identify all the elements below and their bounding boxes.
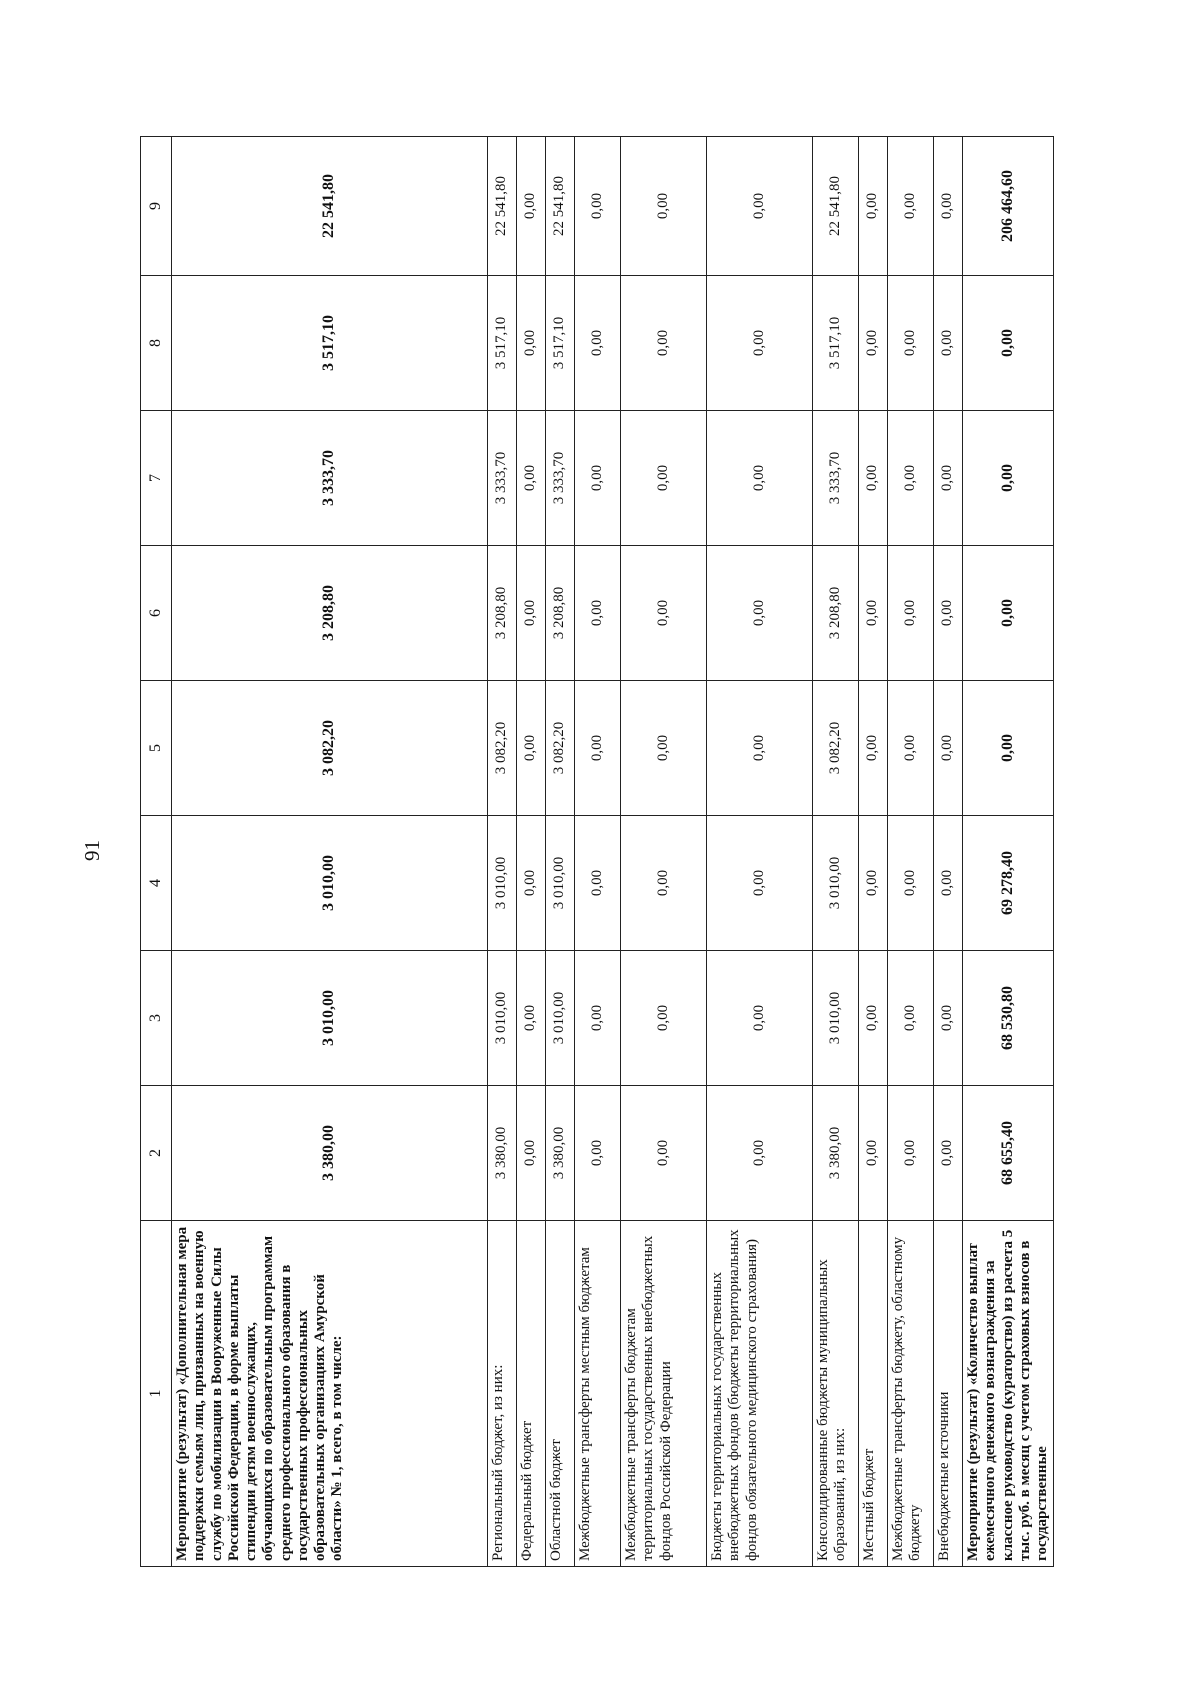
- table-cell: 0,00: [888, 951, 934, 1086]
- table-cell: 3 010,00: [546, 951, 575, 1086]
- table-cell: 0,00: [859, 411, 888, 546]
- row-label: Межбюджетные трансферты бюджетам территориальных государственных внебюджетных фондов Российской Федерации: [621, 1221, 707, 1567]
- table-cell: 0,00: [517, 276, 546, 411]
- table-cell: 0,00: [888, 546, 934, 681]
- table-cell: 68 530,80: [963, 951, 1054, 1086]
- table-cell: 3 010,00: [813, 816, 859, 951]
- row-label: Бюджеты территориальных государственных внебюджетных фондов (бюджеты территориальных фондов обязательного медицинского страхования): [707, 1221, 813, 1567]
- table-cell: 0,00: [575, 816, 621, 951]
- table-cell: 0,00: [934, 411, 963, 546]
- table-cell: 0,00: [963, 681, 1054, 816]
- table-cell: 0,00: [517, 951, 546, 1086]
- table-row: [813, 137, 859, 1567]
- row-label: Областной бюджет: [546, 1221, 575, 1567]
- table-cell: 0,00: [517, 411, 546, 546]
- table-cell: 0,00: [575, 951, 621, 1086]
- table-cell: 0,00: [859, 1086, 888, 1221]
- table-cell: 3 010,00: [488, 816, 517, 951]
- table-cell: 0,00: [575, 1086, 621, 1221]
- page-number: 91: [80, 840, 104, 861]
- table-row: [546, 137, 575, 1567]
- table-cell: 3 082,20: [546, 681, 575, 816]
- table-cell: 0,00: [888, 276, 934, 411]
- table-cell: 0,00: [859, 816, 888, 951]
- table-cell: 3 082,20: [172, 681, 488, 816]
- row-label: Местный бюджет: [859, 1221, 888, 1567]
- table-cell: 0,00: [934, 276, 963, 411]
- table-cell: 3 380,00: [488, 1086, 517, 1221]
- table-cell: 0,00: [859, 276, 888, 411]
- table-cell: 3 380,00: [546, 1086, 575, 1221]
- table-cell: 0,00: [517, 137, 546, 276]
- table-cell: 0,00: [707, 137, 813, 276]
- table-cell: 3 333,70: [813, 411, 859, 546]
- table-cell: 0,00: [621, 951, 707, 1086]
- table-cell: 0,00: [707, 1086, 813, 1221]
- table-cell: 22 541,80: [488, 137, 517, 276]
- row-label: Межбюджетные трансферты местным бюджетам: [575, 1221, 621, 1567]
- table-cell: 0,00: [934, 681, 963, 816]
- table-cell: 0,00: [621, 546, 707, 681]
- column-header: 4: [141, 816, 172, 951]
- table-cell: 0,00: [888, 681, 934, 816]
- table-header-row: [141, 137, 172, 1567]
- table-cell: 22 541,80: [813, 137, 859, 276]
- table-cell: 0,00: [517, 1086, 546, 1221]
- table-cell: 0,00: [575, 276, 621, 411]
- row-label: Региональный бюджет, из них:: [488, 1221, 517, 1567]
- table-cell: 0,00: [934, 137, 963, 276]
- table-cell: 0,00: [575, 681, 621, 816]
- column-header: 1: [141, 1221, 172, 1567]
- column-header: 7: [141, 411, 172, 546]
- rotated-table-container: [140, 137, 1050, 1567]
- table-cell: 0,00: [621, 816, 707, 951]
- table-cell: 0,00: [707, 681, 813, 816]
- table-row: [488, 137, 517, 1567]
- column-header: 5: [141, 681, 172, 816]
- column-header: 8: [141, 276, 172, 411]
- table-cell: 0,00: [934, 951, 963, 1086]
- table-row: [575, 137, 621, 1567]
- table-cell: 0,00: [707, 411, 813, 546]
- table-cell: 0,00: [621, 1086, 707, 1221]
- table-cell: 0,00: [859, 951, 888, 1086]
- table-cell: 0,00: [621, 681, 707, 816]
- table-cell: 0,00: [707, 276, 813, 411]
- table-cell: 3 333,70: [172, 411, 488, 546]
- table-cell: 0,00: [621, 411, 707, 546]
- table-cell: 3 517,10: [813, 276, 859, 411]
- budget-table: [140, 136, 1054, 1567]
- table-cell: 3 380,00: [172, 1086, 488, 1221]
- table-cell: 3 517,10: [546, 276, 575, 411]
- table-cell: 3 208,80: [813, 546, 859, 681]
- table-cell: 0,00: [517, 681, 546, 816]
- table-cell: 3 082,20: [488, 681, 517, 816]
- table-cell: 3 333,70: [546, 411, 575, 546]
- column-header: 2: [141, 1086, 172, 1221]
- table-cell: 3 333,70: [488, 411, 517, 546]
- table-cell: 0,00: [859, 546, 888, 681]
- table-cell: 0,00: [707, 546, 813, 681]
- table-row: [707, 137, 813, 1567]
- table-cell: 0,00: [621, 137, 707, 276]
- table-row: [517, 137, 546, 1567]
- table-cell: 0,00: [517, 816, 546, 951]
- table-cell: 69 278,40: [963, 816, 1054, 951]
- table-cell: 0,00: [963, 276, 1054, 411]
- row-label: Межбюджетные трансферты бюджету, областному бюджету: [888, 1221, 934, 1567]
- table-cell: 22 541,80: [172, 137, 488, 276]
- table-cell: 3 208,80: [172, 546, 488, 681]
- table-cell: 0,00: [575, 137, 621, 276]
- table-cell: 0,00: [575, 411, 621, 546]
- table-cell: 0,00: [621, 276, 707, 411]
- table-cell: 3 082,20: [813, 681, 859, 816]
- table-cell: 0,00: [963, 411, 1054, 546]
- table-cell: 0,00: [575, 546, 621, 681]
- table-cell: 206 464,60: [963, 137, 1054, 276]
- table-cell: 3 208,80: [488, 546, 517, 681]
- table-row: [621, 137, 707, 1567]
- table-cell: 3 208,80: [546, 546, 575, 681]
- row-label: Мероприятие (результат) «Дополнительная мера поддержки семьям лиц, призванных на военную службу по мобилизации в Вооруженные Силы Российской Федерации, в форме выплаты стипендии детям военнослужащих, обучающихся по образовательным программам среднего профессионального образования в государственных профессиональных образовательных организациях Амурской области» № 1, всего, в том числе:: [172, 1221, 488, 1567]
- table-cell: 0,00: [859, 137, 888, 276]
- table-row-measure-1: [172, 137, 488, 1567]
- table-row-measure-2: [963, 137, 1054, 1567]
- table-cell: 0,00: [888, 137, 934, 276]
- table-row: [859, 137, 888, 1567]
- table-cell: 0,00: [888, 1086, 934, 1221]
- table-cell: 3 010,00: [172, 951, 488, 1086]
- row-label: Консолидированные бюджеты муниципальных образований, из них:: [813, 1221, 859, 1567]
- table-cell: 3 517,10: [488, 276, 517, 411]
- table-cell: 3 010,00: [546, 816, 575, 951]
- table-cell: 68 655,40: [963, 1086, 1054, 1221]
- table-row: [888, 137, 934, 1567]
- table-cell: 3 380,00: [813, 1086, 859, 1221]
- table-cell: 0,00: [707, 816, 813, 951]
- table-cell: 0,00: [859, 681, 888, 816]
- table-cell: 0,00: [707, 951, 813, 1086]
- table-cell: 0,00: [517, 546, 546, 681]
- column-header: 9: [141, 137, 172, 276]
- column-header: 6: [141, 546, 172, 681]
- table-cell: 3 010,00: [172, 816, 488, 951]
- table-row: [934, 137, 963, 1567]
- table-cell: 0,00: [934, 546, 963, 681]
- row-label: Внебюджетные источники: [934, 1221, 963, 1567]
- table-cell: 0,00: [934, 1086, 963, 1221]
- table-cell: 0,00: [888, 816, 934, 951]
- row-label: Федеральный бюджет: [517, 1221, 546, 1567]
- table-cell: 3 010,00: [813, 951, 859, 1086]
- column-header: 3: [141, 951, 172, 1086]
- table-cell: 0,00: [934, 816, 963, 951]
- table-cell: 0,00: [888, 411, 934, 546]
- table-cell: 0,00: [963, 546, 1054, 681]
- table-cell: 22 541,80: [546, 137, 575, 276]
- table-cell: 3 010,00: [488, 951, 517, 1086]
- row-label: Мероприятие (результат) «Количество выплат ежемесячного денежного вознаграждения за классное руководство (кураторство) из расчета 5 тыс. руб. в месяц с учетом страховых взносов в государственные: [963, 1221, 1054, 1567]
- table-cell: 3 517,10: [172, 276, 488, 411]
